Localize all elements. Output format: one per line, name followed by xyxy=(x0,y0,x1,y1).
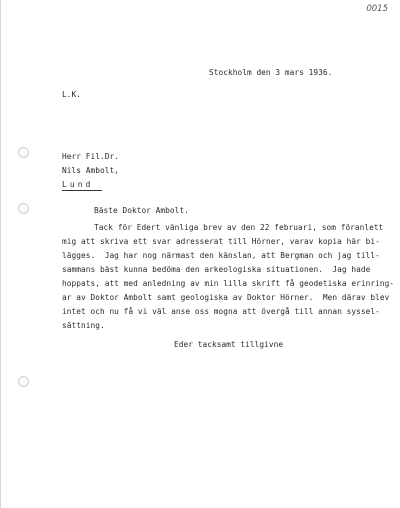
recipient-name: Nils Ambolt, xyxy=(62,166,119,175)
closing: Eder tacksamt tillgivne xyxy=(174,340,284,349)
body-line: Tack för Edert vänliga brev av den 22 februari, som föranlett xyxy=(94,223,384,232)
punch-hole xyxy=(18,376,29,387)
recipient-title: Herr Fil.Dr. xyxy=(62,152,119,161)
body-line: lägges. Jag har nog närmast den känslan, att Bergman och jag till- xyxy=(62,251,380,260)
body-line: sammans bäst kunna bedöma den arkeologiska situationen. Jag hade xyxy=(62,265,371,274)
body-line: hoppats, att med anledning av min lilla skrift få geodetiska erinring- xyxy=(62,279,395,288)
body-line: ar av Doktor Ambolt samt geologiska av Doktor Hörner. Men därav blev xyxy=(62,293,390,302)
body-line: sättning. xyxy=(62,321,105,330)
recipient-city: Lund xyxy=(62,180,94,189)
body-line: intet och nu få vi väl anse oss mogna att övergå till annan syssel- xyxy=(62,307,380,316)
archive-number: 0015 xyxy=(366,4,388,14)
place-date: Stockholm den 3 mars 1936. xyxy=(209,68,333,77)
punch-hole xyxy=(18,147,29,158)
city-underline xyxy=(62,190,102,191)
body-line: mig att skriva ett svar adresserat till Hörner, varav kopia här bi- xyxy=(62,237,380,246)
punch-hole xyxy=(18,203,29,214)
salutation: Bäste Doktor Ambolt. xyxy=(94,206,189,215)
reference-initials: L.K. xyxy=(62,90,81,99)
